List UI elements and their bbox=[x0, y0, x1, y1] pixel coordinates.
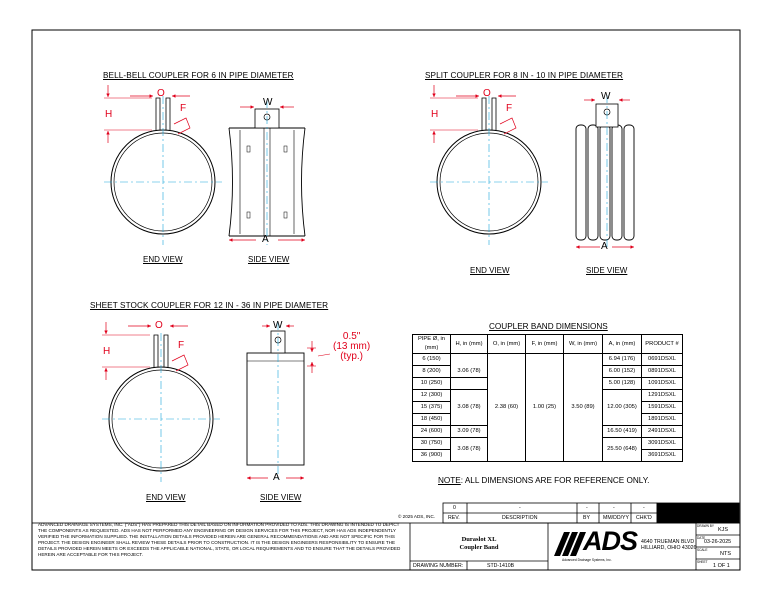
bell-o-label: O bbox=[157, 88, 165, 99]
bell-w-label: W bbox=[263, 97, 273, 108]
split-end-view-label: END VIEW bbox=[470, 266, 510, 275]
header-o: O, in (mm) bbox=[488, 335, 526, 354]
cell-f: 1.00 (25) bbox=[526, 354, 564, 462]
product-name: Duraslot XL Coupler Band bbox=[459, 536, 499, 551]
cell-w: 3.50 (89) bbox=[564, 354, 603, 462]
reference-note: NOTE: ALL DIMENSIONS ARE FOR REFERENCE ONLY. bbox=[438, 476, 650, 485]
ads-logo-text: ADS bbox=[583, 526, 638, 556]
rev-number: 0 bbox=[453, 505, 456, 511]
cell-a: 5.00 (128) bbox=[603, 378, 642, 390]
cell-pipe: 18 (450) bbox=[413, 414, 451, 426]
drawn-by: KJS bbox=[718, 527, 729, 533]
sheet-side-view-label: SIDE VIEW bbox=[260, 493, 302, 502]
cell-pipe: 8 (200) bbox=[413, 366, 451, 378]
table-title: COUPLER BAND DIMENSIONS bbox=[489, 322, 608, 331]
by-label: BY bbox=[583, 515, 590, 521]
split-a-label: A bbox=[601, 241, 608, 252]
date-field-label: DATE bbox=[697, 536, 706, 540]
sheet-end-view bbox=[102, 322, 220, 482]
split-o-label: O bbox=[483, 88, 491, 99]
sheet-title: SHEET STOCK COUPLER FOR 12 IN - 36 IN PIPE DIAMETER bbox=[90, 301, 329, 310]
cell-product: 0691DSXL bbox=[642, 354, 683, 366]
cell-o: 2.38 (60) bbox=[488, 354, 526, 462]
disclaimer: ADVANCED DRAINAGE SYSTEMS, INC. ("ADS") HAS PREPARED THIS DETAIL BASED ON INFORMATION PROVIDED TO ADS. THIS DRAWING IS INTENDED TO DEPICT THE COMPONENTS AS REQUESTED. ADS HAS NOT PERFORMED ANY ENGINEERING OR DESIGN SERVICES FOR THIS PROJECT, NOR HAS ADS INDEPENDENTLY VERIFIED THE INFORMATION SUPPLIED. THE INSTALLATION DETAILS PROVIDED HEREIN ARE GENERAL RECOMMENDATIONS AND ARE NOT SPECIFIC FOR THIS PROJECT. THE DESIGN ENGINEER SHALL REVIEW THESE DETAILS PRIOR TO CONSTRUCTION. IT IS THE DESIGN ENGINEERS RESPONSIBILITY TO ENSURE THE DETAILS PROVIDED HEREIN MEETS OR EXCEEDS THE APPLICABLE NATIONAL, STATE, OR LOCAL REQUIREMENTS AND TO ENSURE THAT THE DETAILS PROVIDED HEREIN ARE ACCEPTABLE FOR THIS PROJECT. bbox=[38, 522, 401, 558]
sheet-w-label: W bbox=[273, 320, 283, 331]
sheet-o-label: O bbox=[155, 320, 163, 331]
split-title: SPLIT COUPLER FOR 8 IN - 10 IN PIPE DIAMETER bbox=[425, 71, 624, 80]
header-f: F, in (mm) bbox=[526, 335, 564, 354]
bell-f-label: F bbox=[180, 103, 187, 114]
cell-pipe: 10 (250) bbox=[413, 378, 451, 390]
cell-pipe: 15 (375) bbox=[413, 402, 451, 414]
date-value: 03-26-2025 bbox=[704, 539, 732, 545]
cell-product: 2491DSXL bbox=[642, 426, 683, 438]
cell-pipe: 24 (600) bbox=[413, 426, 451, 438]
sheet-side-view bbox=[247, 322, 330, 480]
drawing-number: STD-1410B bbox=[487, 563, 515, 569]
bell-title: BELL-BELL COUPLER FOR 6 IN PIPE DIAMETER bbox=[103, 71, 294, 80]
split-f-label: F bbox=[506, 103, 513, 114]
bell-end-view bbox=[104, 85, 222, 245]
date-label: MM/DD/YY bbox=[603, 515, 629, 521]
rev-label: REV. bbox=[448, 515, 460, 521]
address-line1: 4640 TRUEMAN BLVD bbox=[641, 539, 695, 545]
rev-date: - bbox=[613, 505, 615, 511]
header-pipe: PIPE Ø, in (mm) bbox=[413, 335, 451, 354]
copyright: © 2025 ADS, INC. bbox=[398, 514, 436, 519]
cell-pipe: 30 (750) bbox=[413, 438, 451, 450]
cell-product: 3691DSXL bbox=[642, 450, 683, 462]
cell-product: 1291DSXL bbox=[642, 390, 683, 402]
sheet-h-label: H bbox=[103, 346, 111, 357]
sheet-thickness-note: 0.5" (13 mm) (typ.) bbox=[333, 331, 371, 362]
sheet-a-label: A bbox=[273, 472, 280, 483]
cell-h: 3.08 (78) bbox=[451, 438, 488, 462]
header-product: PRODUCT # bbox=[642, 335, 683, 354]
cell-pipe: 36 (900) bbox=[413, 450, 451, 462]
bell-h-label: H bbox=[105, 109, 113, 120]
cell-h: 3.06 (78) bbox=[451, 366, 488, 378]
sheet-border bbox=[32, 30, 740, 570]
bell-end-view-label: END VIEW bbox=[143, 255, 183, 264]
header-w: W, in (mm) bbox=[564, 335, 603, 354]
coupler-dimension-table bbox=[412, 334, 683, 462]
header-a: A, in (mm) bbox=[603, 335, 642, 354]
sheet-value: 1 OF 1 bbox=[713, 563, 730, 569]
description-label: DESCRIPTION bbox=[502, 515, 538, 521]
rev-description: - bbox=[519, 505, 521, 511]
cell-a: 6.94 (176) bbox=[603, 354, 642, 366]
split-h-label: H bbox=[431, 109, 439, 120]
cell-a: 12.00 (305) bbox=[603, 390, 642, 426]
cell-pipe: 6 (150) bbox=[413, 354, 451, 366]
ads-logo-mark bbox=[554, 532, 586, 556]
header-h: H, in (mm) bbox=[451, 335, 488, 354]
sheet-end-view-label: END VIEW bbox=[146, 493, 186, 502]
rev-by: - bbox=[586, 505, 588, 511]
drawn-by-label: DRAWN BY bbox=[697, 524, 715, 528]
split-side-view-label: SIDE VIEW bbox=[586, 266, 628, 275]
split-side-view bbox=[576, 95, 634, 250]
cell-product: 1891DSXL bbox=[642, 414, 683, 426]
cell-pipe: 12 (300) bbox=[413, 390, 451, 402]
cell-h: 3.08 (78) bbox=[451, 390, 488, 426]
cell-a: 25.50 (648) bbox=[603, 438, 642, 462]
cell-product: 1591DSXL bbox=[642, 402, 683, 414]
ads-logo-sub: Advanced Drainage Systems, Inc. bbox=[562, 558, 612, 562]
cell-product: 0891DSXL bbox=[642, 366, 683, 378]
cell-product: 1091DSXL bbox=[642, 378, 683, 390]
bell-side-view bbox=[229, 100, 305, 245]
cell-h: 3.09 (78) bbox=[451, 426, 488, 438]
bell-side-view-label: SIDE VIEW bbox=[248, 255, 290, 264]
cell-product: 3091DSXL bbox=[642, 438, 683, 450]
cell-a: 6.00 (152) bbox=[603, 366, 642, 378]
sheet-label: SHEET bbox=[697, 560, 708, 564]
sheet-f-label: F bbox=[178, 340, 185, 351]
scale-value: NTS bbox=[720, 551, 731, 557]
chkd-label: CHK'D bbox=[636, 515, 652, 521]
split-w-label: W bbox=[601, 91, 611, 102]
rev-chkd: - bbox=[643, 505, 645, 511]
bell-a-label: A bbox=[262, 234, 269, 245]
cell-a: 16.50 (419) bbox=[603, 426, 642, 438]
split-end-view bbox=[430, 85, 548, 245]
scale-label: SCALE bbox=[697, 548, 708, 552]
address-line2: HILLIARD, OHIO 43026 bbox=[641, 545, 697, 551]
drawing-number-label: DRAWING NUMBER: bbox=[413, 563, 464, 569]
